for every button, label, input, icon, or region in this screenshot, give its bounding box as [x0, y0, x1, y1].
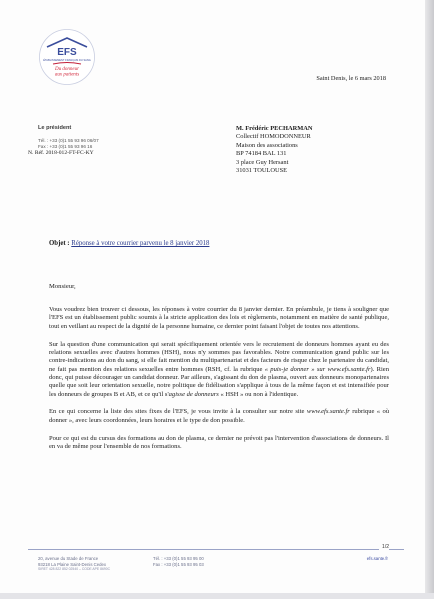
paragraph-communication: [49, 341, 389, 399]
website-reference: www.efs.sante.fr: [306, 408, 350, 416]
scan-edge: [425, 0, 434, 599]
paragraph-text: rubrique « où donner », avec leurs coordonnées, leurs horaires et le type de don possible.: [49, 408, 389, 424]
logo-subtitle: ÉTABLISSEMENT FRANÇAIS DU SANG: [43, 59, 91, 62]
paragraph-text: Sur la question d'une communication qui serait spécifiquement orientée vers le recrutement de donneurs hommes ayant eu des relations sexuelles avec d'autres hommes (HSH), nous n'y sommes pas favorables. Notre communication grand public sur les contre-indications au don du sang, si elle fait mention du multipartenariat et des facteurs de risque chez le partenaire du candidat, ne fait pas mention des relations sexuelles entre hommes (RSH, cf. la rubrique: [49, 340, 389, 373]
logo-slogan-1: Du donneur: [54, 67, 80, 72]
logo-slogan-2: aux patients: [54, 72, 80, 78]
footer-divider: [28, 549, 404, 550]
reference-number: N. Réf. 2018-012-FT-FC-KY: [28, 150, 94, 156]
page-number: 1/2: [379, 544, 389, 550]
paragraph-training: Pour ce qui est du cursus des formations au don de plasma, ce dernier ne prévoit pas l'intervention d'associations de donneurs. Il en va de même pour l'ensemble de nos formations.: [49, 434, 389, 450]
paragraph-emphasis: « puis-je donner » sur www.efs.sante.fr: [264, 365, 371, 373]
sender-title: Le président: [38, 125, 72, 131]
paragraph-preamble: Vous voudrez bien trouver ci dessous, les réponses à votre courrier du 8 janvier dernier. En préambule, je tiens à souligner que l'EFS est un établissement public soumis à la stricte application des lois et règlements, notamment en matière de santé publique, tout en veillant au respect de la dignité de la personne humaine, ce dernier point faisant l'objet de toutes nos attentions.: [49, 306, 389, 330]
subject-text: Réponse à votre courrier parvenu le 8 janvier 2018: [71, 240, 210, 247]
recipient-line: BP 74184 BAL 131: [236, 150, 287, 158]
recipient-line: 3 place Guy Hersant: [236, 158, 289, 166]
recipient-block: [236, 125, 313, 175]
paragraph-sites: [49, 408, 389, 425]
efs-logo-emblem: [38, 28, 96, 86]
letter-date: Saint Denis, le 6 mars 2018: [316, 75, 386, 82]
footer-tel: Tél. : +33 (0)1 55 93 95 00: [153, 556, 204, 561]
subject-label: Objet :: [49, 240, 70, 247]
footer-legal: SIRET 428 822 852 02540 – CODE APE 8690C: [38, 567, 111, 572]
paragraph-emphasis: agisse de donneurs: [168, 390, 219, 398]
paragraph-text: En ce qui concerne la liste des sites fixes de l'EFS, je vous invite à la consulter sur notre site: [49, 408, 307, 416]
footer-fax: Fax : +33 (0)1 55 93 95 03: [153, 561, 204, 567]
footer-contact: [153, 556, 204, 567]
recipient-line: Collectif HOMODONNEUR: [236, 133, 311, 141]
footer-address: [38, 556, 110, 573]
scan-bottom-edge: [0, 593, 434, 599]
letter-body: [49, 306, 389, 461]
sender-tel: Tél. : +33 (0)1 55 93 96 06/07: [38, 138, 99, 143]
recipient-line: Maison des associations: [236, 141, 298, 149]
footer-website: efs.sante.fr: [366, 556, 388, 561]
paragraph-text: « HSH » ou non à l'identique.: [218, 390, 299, 398]
logo-name: EFS: [57, 47, 77, 58]
salutation: Monsieur,: [49, 283, 76, 290]
efs-logo: [38, 28, 96, 86]
sender-block: [38, 125, 99, 150]
subject-line: [49, 240, 209, 247]
recipient-line: 31031 TOULOUSE: [236, 167, 288, 175]
footer-address-line: 93218 La Plaine Saint-Denis Cedex: [38, 561, 107, 567]
footer-address-line: 20, avenue du Stade de France: [38, 556, 99, 561]
recipient-name: M. Frédéric PECHARMAN: [236, 125, 313, 132]
sender-fax: Fax : +33 (0)1 55 93 96 16: [38, 144, 93, 149]
paragraph-text: ). Rien donc, qui puisse décourager un candidat donneur. Par ailleurs, s'agissant du don de plasma, ouvert aux donneurs monopartenaires quelle que soit leur orientation sexuelle, notre politique de fidélisation s'applique à tous de la même façon et est intensifiée pour les donneurs de groupes B et AB, et ce qu'il s': [49, 365, 389, 398]
